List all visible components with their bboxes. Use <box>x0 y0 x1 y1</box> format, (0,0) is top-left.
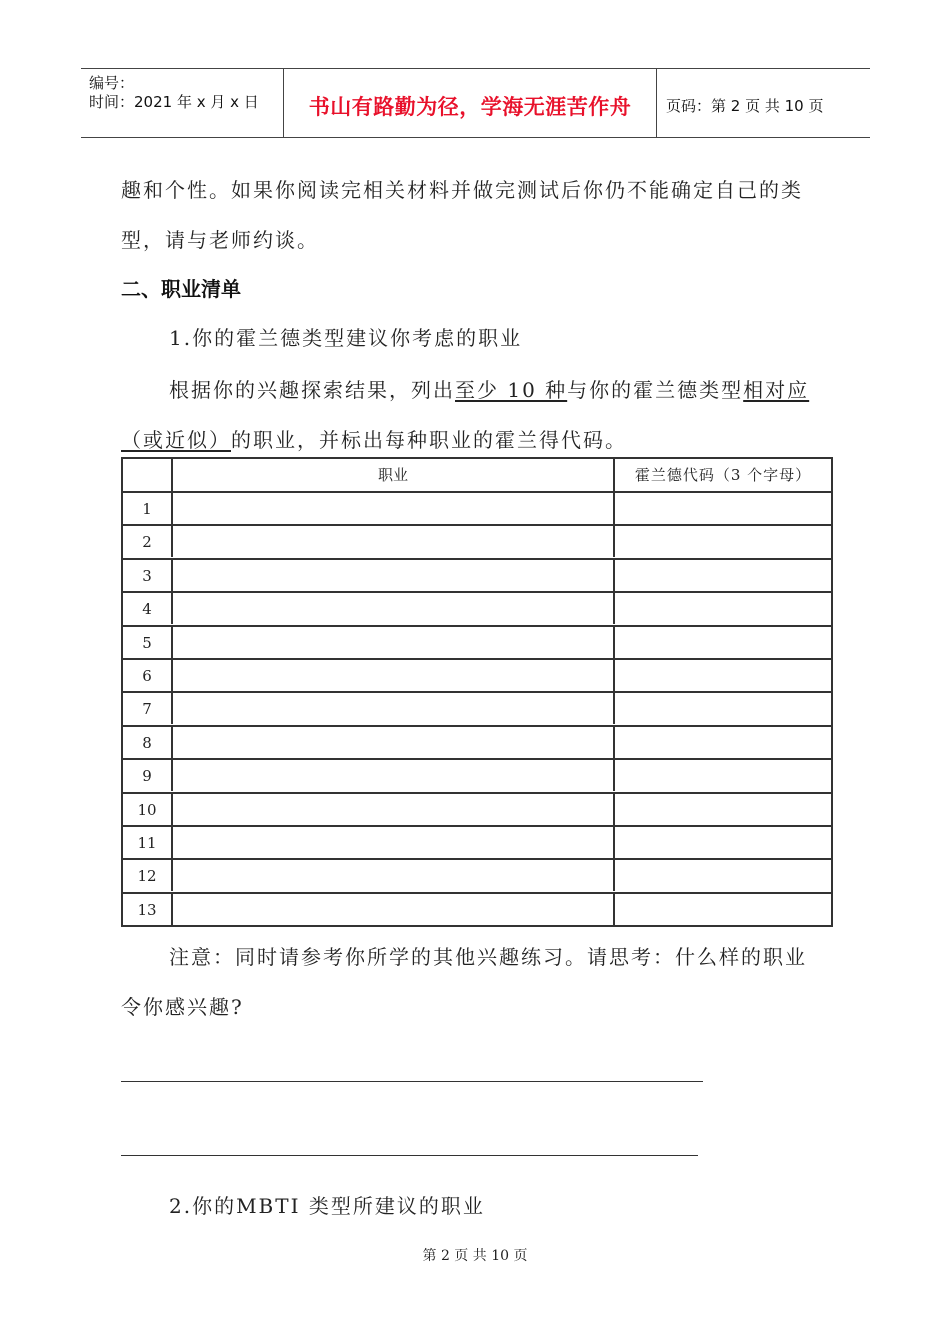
table-row <box>123 858 831 891</box>
table-row <box>123 491 831 524</box>
section-title: 二、职业清单 <box>121 277 241 301</box>
code-cell[interactable] <box>613 760 831 791</box>
code-cell[interactable] <box>613 560 831 591</box>
row-number: 1 <box>142 500 152 518</box>
table-row <box>123 691 831 724</box>
instruction-part-d: 相对应 <box>743 378 810 402</box>
code-cell[interactable] <box>613 627 831 658</box>
subsection-1-title: 1.你的霍兰德类型建议你考虑的职业 <box>169 326 523 350</box>
job-cell[interactable] <box>171 593 613 624</box>
instruction-part-c: 与你的霍兰德类型 <box>567 378 744 402</box>
instruction-line-2 <box>121 424 627 453</box>
header-meta-cell <box>81 69 283 137</box>
code-cell[interactable] <box>613 794 831 825</box>
answer-line-1[interactable] <box>121 1081 703 1082</box>
table-row <box>123 758 831 791</box>
table-row <box>123 892 831 925</box>
row-number: 3 <box>142 566 152 585</box>
header-page-cell <box>656 69 870 137</box>
header-motto-cell <box>283 69 657 137</box>
code-cell[interactable] <box>613 526 831 557</box>
table-row <box>123 825 831 858</box>
instruction-part-a: 根据你的兴趣探索结果，列出 <box>169 378 455 402</box>
code-cell[interactable] <box>613 493 831 524</box>
code-cell[interactable] <box>613 593 831 624</box>
table-row <box>123 524 831 557</box>
job-cell[interactable] <box>171 493 613 524</box>
paragraph-line-2: 型，请与老师约谈。 <box>121 228 319 252</box>
page-header <box>81 68 870 138</box>
code-cell[interactable] <box>613 660 831 691</box>
row-number: 12 <box>137 867 157 886</box>
row-number: 8 <box>142 733 152 752</box>
row-number: 10 <box>137 800 157 819</box>
job-cell[interactable] <box>171 860 613 891</box>
header-code-cell: 霍兰德代码（3 个字母） <box>613 459 831 492</box>
job-cell[interactable] <box>171 526 613 557</box>
table-row <box>123 792 831 825</box>
table-row <box>123 558 831 591</box>
page-label: 页码：第 2 页 共 10 页 <box>666 97 824 115</box>
row-number: 2 <box>142 533 152 552</box>
note-line-2: 令你感兴趣? <box>121 995 244 1019</box>
page-footer: 第 2 页 共 10 页 <box>422 1248 528 1264</box>
job-cell[interactable] <box>171 827 613 858</box>
row-number: 11 <box>137 834 157 852</box>
job-cell[interactable] <box>171 760 613 791</box>
note-line-1: 注意：同时请参考你所学的其他兴趣练习。请思考：什么样的职业 <box>169 945 807 969</box>
job-cell[interactable] <box>171 727 613 758</box>
table-row <box>123 625 831 658</box>
table-header-row <box>123 459 831 492</box>
instruction-part-b: 至少 10 种 <box>455 378 568 402</box>
row-number: 5 <box>142 633 152 652</box>
job-cell[interactable] <box>171 794 613 825</box>
row-number: 6 <box>142 667 152 685</box>
time-label: 时间：2021 年 x 月 x 日 <box>89 93 259 111</box>
serial-label: 编号： <box>89 74 135 92</box>
table-row <box>123 725 831 758</box>
row-number: 9 <box>142 767 152 786</box>
code-cell[interactable] <box>613 860 831 891</box>
table-row <box>123 591 831 624</box>
row-number: 7 <box>142 700 152 719</box>
table-row <box>123 658 831 691</box>
code-cell[interactable] <box>613 727 831 758</box>
paragraph-line-1: 趣和个性。如果你阅读完相关材料并做完测试后你仍不能确定自己的类 <box>121 178 803 202</box>
job-cell[interactable] <box>171 894 613 925</box>
row-number: 4 <box>142 600 152 619</box>
job-cell[interactable] <box>171 627 613 658</box>
job-cell[interactable] <box>171 660 613 691</box>
answer-line-2[interactable] <box>121 1155 698 1156</box>
motto: 书山有路勤为径，学海无涯苦作舟 <box>308 95 632 119</box>
row-number: 13 <box>137 900 157 919</box>
subsection-2-title: 2.你的MBTI 类型所建议的职业 <box>169 1194 485 1218</box>
code-cell[interactable] <box>613 827 831 858</box>
career-table <box>121 457 833 927</box>
code-cell[interactable] <box>613 693 831 724</box>
job-cell[interactable] <box>171 693 613 724</box>
code-cell[interactable] <box>613 894 831 925</box>
instruction-part-e: （或近似） <box>121 428 231 452</box>
instruction-line-1 <box>169 374 809 403</box>
header-job-cell: 职业 <box>171 459 613 492</box>
instruction-part-f: 的职业，并标出每种职业的霍兰得代码。 <box>231 428 627 452</box>
header-num-cell <box>123 459 171 492</box>
job-cell[interactable] <box>171 560 613 591</box>
